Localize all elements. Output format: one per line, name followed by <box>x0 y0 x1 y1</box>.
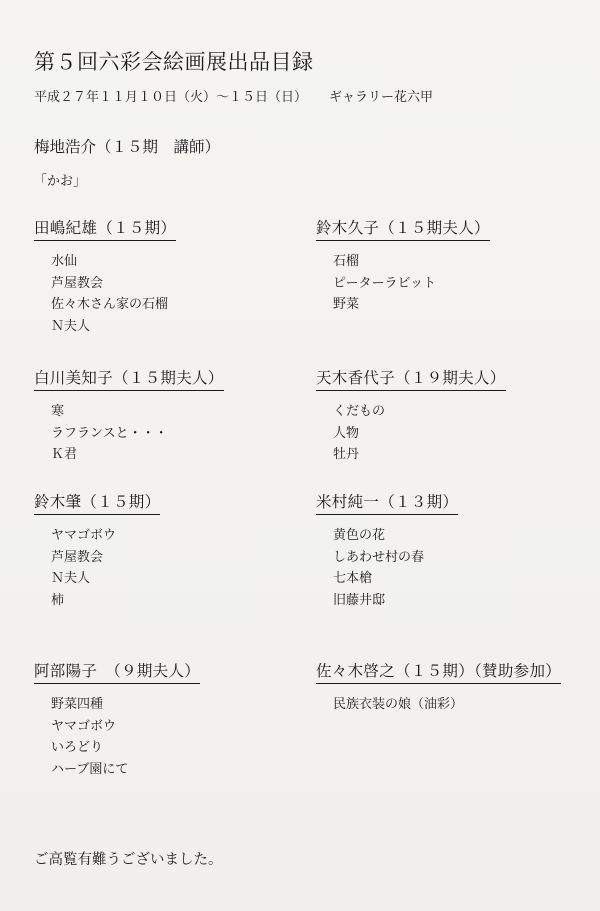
exhibition-info <box>34 86 433 105</box>
work-title: くだもの <box>333 404 386 419</box>
artist-name: 阿部陽子 （９期夫人） <box>34 659 200 684</box>
works-list <box>316 694 586 716</box>
work-title: 水仙 <box>51 254 78 269</box>
work-title: 佐々木さん家の石榴 <box>51 297 169 312</box>
exhibition-venue: ギャラリー花六甲 <box>329 90 434 105</box>
work-title: 牡丹 <box>333 447 360 462</box>
artist-name: 田嶋紀雄（１５期） <box>34 216 176 241</box>
artist-block <box>34 216 294 337</box>
work-title: Ｎ夫人 <box>51 318 91 334</box>
work-title: 旧藤井邸 <box>333 592 386 608</box>
work-title: 芦屋教会 <box>51 549 104 565</box>
work-title: Ｎ夫人 <box>51 571 91 586</box>
artist-name: 鈴木久子（１５期夫人） <box>316 216 490 241</box>
artist-block <box>316 490 576 611</box>
work-title: 人物 <box>333 425 360 441</box>
artist-block <box>34 490 294 611</box>
works-list <box>34 525 294 611</box>
work-title: ピーターラビット <box>333 275 436 291</box>
work-title: 芦屋教会 <box>51 275 104 291</box>
work-title: 野菜四種 <box>51 697 104 712</box>
artist-block <box>316 659 586 716</box>
works-list <box>34 251 294 337</box>
work-title: ヤマゴボウ <box>51 718 117 734</box>
work-title: 黄色の花 <box>333 528 386 543</box>
works-list <box>316 251 576 316</box>
work-title: 柿 <box>51 592 65 608</box>
artist-name: 鈴木肇（１５期） <box>34 490 160 515</box>
work-title: 七本槍 <box>333 571 373 586</box>
work-title: ラフランスと・・・ <box>51 425 168 441</box>
works-list <box>316 401 576 466</box>
artist-name: 白川美知子（１５期夫人） <box>34 366 224 391</box>
work-title: 野菜 <box>333 297 360 312</box>
work-title: ヤマゴボウ <box>51 528 117 543</box>
artist-name: 天木香代子（１９期夫人） <box>316 366 506 391</box>
page-title: 第５回六彩会絵画展出品目録 <box>34 50 314 74</box>
closing-message: ご高覧有難うございました。 <box>34 852 223 868</box>
artist-block <box>316 366 576 466</box>
work-title: 寒 <box>51 404 65 419</box>
works-list <box>34 401 294 466</box>
artist-name: 米村純一（１３期） <box>316 490 458 515</box>
work-title: しあわせ村の春 <box>333 549 425 565</box>
artist-block <box>34 659 294 780</box>
artist-block <box>316 216 576 316</box>
instructor-work: 「かお」 <box>34 174 87 189</box>
work-title: ハーブ園にて <box>51 761 129 777</box>
work-title: 民族衣装の娘（油彩） <box>333 697 464 712</box>
works-list <box>316 525 576 611</box>
works-list <box>34 694 294 780</box>
instructor-name: 梅地浩介（１５期 講師） <box>34 138 221 156</box>
work-title: いろどり <box>51 740 104 755</box>
work-title: Ｋ君 <box>51 447 78 462</box>
artist-block <box>34 366 294 466</box>
artist-name: 佐々木啓之（１５期）（賛助参加） <box>316 659 561 684</box>
exhibition-dates: 平成２７年１１月１０日（火）〜１５日（日） <box>34 90 308 105</box>
work-title: 石榴 <box>333 254 360 269</box>
